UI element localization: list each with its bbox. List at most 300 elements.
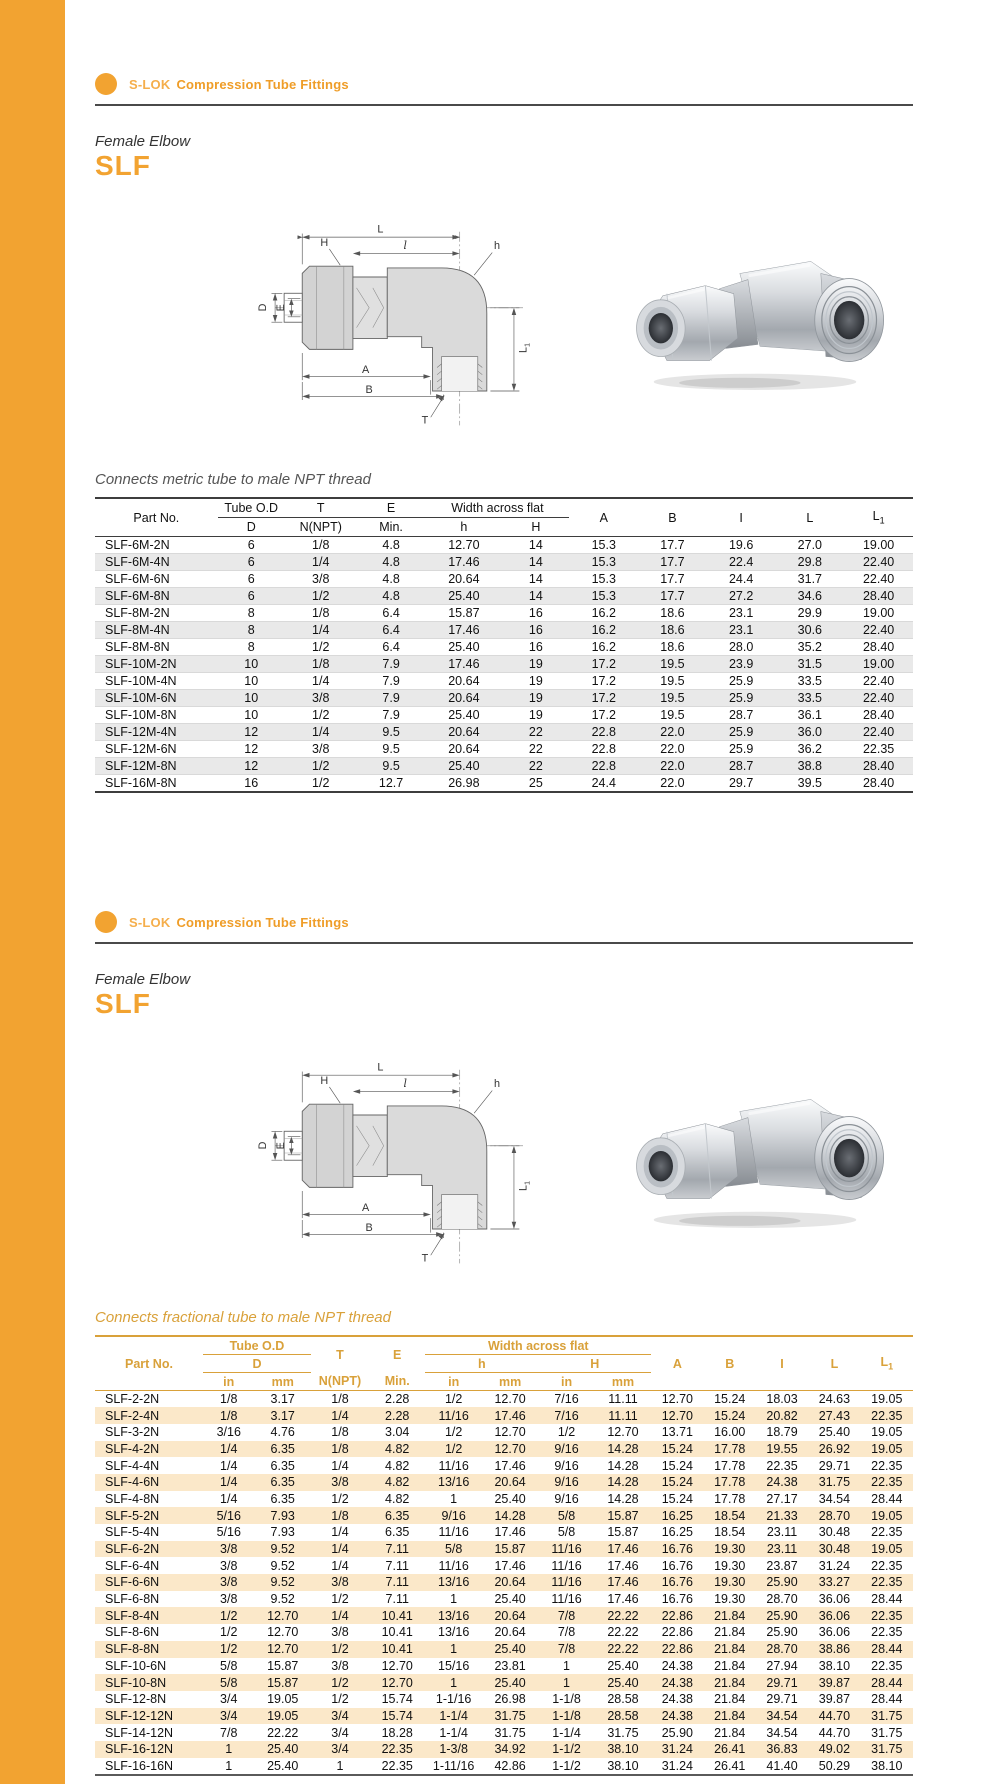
value-cell: 1/4 — [331, 1408, 349, 1423]
value-cell: 17.46 — [607, 1542, 639, 1557]
col-a: A — [672, 1356, 682, 1371]
value-cell: 3.04 — [385, 1425, 410, 1440]
fractional-table-head — [95, 1336, 913, 1391]
col-H-mm: mm — [611, 1374, 635, 1389]
value-cell: 25.9 — [728, 742, 754, 756]
value-cell: 1/4 — [220, 1441, 238, 1456]
value-cell: 7.9 — [382, 691, 400, 705]
value-cell: 11/16 — [438, 1525, 469, 1540]
value-cell: 10 — [244, 691, 259, 705]
value-cell: 1/8 — [220, 1408, 238, 1423]
table-row — [95, 1391, 913, 1408]
table-row — [95, 1741, 913, 1758]
value-cell: 1/2 — [331, 1592, 349, 1607]
value-cell: 22.40 — [862, 691, 895, 705]
value-cell: 1/2 — [220, 1625, 238, 1640]
value-cell: 22.22 — [607, 1642, 639, 1657]
col-b: B — [725, 1356, 735, 1371]
value-cell: 18.54 — [714, 1508, 746, 1523]
value-cell: 8 — [247, 640, 255, 654]
value-cell: 36.0 — [797, 725, 823, 739]
col-i: I — [739, 510, 743, 525]
value-cell: 12.70 — [661, 1408, 693, 1423]
value-cell: 3/8 — [312, 742, 330, 756]
value-cell: 17.78 — [714, 1458, 746, 1473]
col-d: D — [246, 520, 256, 534]
value-cell: 15.3 — [591, 589, 616, 603]
value-cell: 19.30 — [714, 1575, 746, 1590]
table-row — [95, 758, 913, 775]
value-cell: 26.98 — [448, 776, 480, 790]
value-cell: 9.5 — [382, 742, 400, 756]
value-cell: 22.40 — [862, 725, 895, 739]
value-cell: 15.24 — [714, 1408, 746, 1423]
value-cell: 1 — [450, 1675, 458, 1690]
value-cell: 3/8 — [220, 1592, 238, 1607]
section-fractional — [95, 911, 913, 1776]
value-cell: 28.40 — [862, 776, 895, 790]
value-cell: 31.75 — [607, 1725, 639, 1740]
value-cell: 22.35 — [862, 742, 895, 756]
value-cell: 12.70 — [494, 1441, 526, 1456]
value-cell: 20.64 — [494, 1475, 526, 1490]
table-row — [95, 554, 913, 571]
part-no-cell: SLF-8M-4N — [105, 623, 170, 637]
value-cell: 20.64 — [448, 725, 480, 739]
table-row — [95, 622, 913, 639]
value-cell: 4.82 — [385, 1441, 410, 1456]
value-cell: 16.76 — [661, 1575, 693, 1590]
value-cell: 22.4 — [728, 555, 754, 569]
value-cell: 7/8 — [557, 1642, 576, 1657]
value-cell: 27.43 — [818, 1408, 851, 1423]
value-cell: 20.64 — [494, 1625, 526, 1640]
table-row — [95, 1708, 913, 1725]
dim-label-L1: $L_1$ — [517, 1180, 532, 1191]
value-cell: 44.70 — [818, 1708, 851, 1723]
value-cell: 14.28 — [607, 1475, 639, 1490]
value-cell: 25.9 — [728, 674, 754, 688]
value-cell: 31.75 — [494, 1708, 526, 1723]
value-cell: 4.82 — [385, 1491, 410, 1506]
value-cell: 11.11 — [608, 1392, 638, 1407]
table-row — [95, 1658, 913, 1675]
value-cell: 28.40 — [862, 640, 895, 654]
value-cell: 3/4 — [220, 1708, 238, 1723]
value-cell: 28.44 — [871, 1692, 903, 1707]
value-cell: 36.1 — [797, 708, 823, 722]
value-cell: 26.41 — [714, 1758, 746, 1773]
brand-tagline: Compression Tube Fittings — [176, 76, 349, 92]
value-cell: 7/8 — [220, 1725, 238, 1740]
value-cell: 1-1/2 — [552, 1758, 581, 1773]
table-row — [95, 1758, 913, 1775]
value-cell: 5/8 — [557, 1508, 576, 1523]
value-cell: 9.5 — [382, 725, 400, 739]
part-no-cell: SLF-16-16N — [105, 1758, 174, 1773]
value-cell: 22 — [528, 725, 543, 739]
brand-dot-icon — [95, 911, 117, 933]
value-cell: 19.5 — [660, 691, 685, 705]
value-cell: 34.6 — [797, 589, 823, 603]
dim-label-L1: $L_1$ — [517, 342, 532, 353]
brand-dot-icon — [95, 73, 117, 95]
dim-label-A: A — [361, 1201, 370, 1214]
col-e: E — [393, 1347, 402, 1362]
value-cell: 1/4 — [312, 725, 330, 739]
value-cell: 24.38 — [661, 1658, 693, 1673]
value-cell: 31.7 — [797, 572, 823, 586]
col-width-across-flat: Width across flat — [425, 498, 569, 518]
value-cell: 1-3/8 — [439, 1742, 468, 1757]
technical-diagram — [225, 201, 555, 434]
dim-label-L: L — [377, 223, 384, 236]
value-cell: 1/2 — [331, 1491, 349, 1506]
value-cell: 17.2 — [591, 674, 616, 688]
value-cell: 28.40 — [862, 708, 895, 722]
value-cell: 7.9 — [382, 708, 400, 722]
value-cell: 22.35 — [871, 1608, 903, 1623]
value-cell: 1/8 — [331, 1425, 349, 1440]
value-cell: 4.82 — [385, 1475, 410, 1490]
figure-row — [95, 201, 913, 429]
value-cell: 13/16 — [438, 1475, 470, 1490]
value-cell: 28.70 — [766, 1642, 798, 1657]
dim-label-L: L — [377, 1061, 384, 1074]
value-cell: 7.9 — [382, 674, 400, 688]
value-cell: 25.40 — [448, 640, 480, 654]
value-cell: 23.9 — [728, 657, 754, 671]
table-row — [95, 1691, 913, 1708]
value-cell: 22.35 — [381, 1742, 413, 1757]
value-cell: 28.7 — [728, 708, 754, 722]
value-cell: 15.87 — [607, 1508, 639, 1523]
value-cell: 9.52 — [270, 1592, 295, 1607]
value-cell: 6.4 — [382, 623, 400, 637]
value-cell: 25.40 — [448, 589, 480, 603]
value-cell: 33.27 — [818, 1575, 851, 1590]
value-cell: 29.71 — [766, 1675, 798, 1690]
value-cell: 3/4 — [220, 1692, 238, 1707]
value-cell: 25.90 — [661, 1725, 693, 1740]
value-cell: 1/2 — [312, 708, 330, 722]
value-cell: 28.70 — [766, 1592, 798, 1607]
value-cell: 10.41 — [381, 1625, 413, 1640]
value-cell: 14.28 — [607, 1441, 639, 1456]
value-cell: 22.0 — [660, 776, 685, 790]
value-cell: 11/16 — [438, 1458, 469, 1473]
value-cell: 22.86 — [661, 1608, 693, 1623]
value-cell: 25.9 — [728, 725, 754, 739]
part-no-cell: SLF-8M-8N — [105, 640, 170, 654]
value-cell: 12.70 — [448, 538, 480, 552]
value-cell: 4.8 — [382, 538, 400, 552]
value-cell: 15.3 — [591, 538, 616, 552]
value-cell: 17.7 — [660, 589, 685, 603]
value-cell: 29.8 — [797, 555, 823, 569]
value-cell: 7.93 — [270, 1508, 295, 1523]
value-cell: 25.40 — [494, 1642, 526, 1657]
value-cell: 25.9 — [728, 691, 754, 705]
value-cell: 21.84 — [714, 1625, 746, 1640]
value-cell: 15.24 — [661, 1491, 693, 1506]
value-cell: 36.06 — [818, 1625, 851, 1640]
value-cell: 31.75 — [871, 1708, 903, 1723]
table-caption-fractional: Connects fractional tube to male NPT thread — [95, 1309, 391, 1326]
col-width-across-flat: Width across flat — [425, 1336, 651, 1355]
value-cell: 33.5 — [797, 674, 823, 688]
value-cell: 1/2 — [312, 640, 330, 654]
col-e: E — [357, 498, 426, 518]
value-cell: 19.05 — [267, 1708, 299, 1723]
value-cell: 28.44 — [871, 1491, 903, 1506]
dim-label-H: H — [320, 1075, 329, 1088]
value-cell: 20.64 — [448, 674, 480, 688]
value-cell: 16.76 — [661, 1542, 693, 1557]
value-cell: 6.4 — [382, 640, 400, 654]
value-cell: 10.41 — [381, 1642, 413, 1657]
value-cell: 22.40 — [862, 572, 895, 586]
value-cell: 17.46 — [607, 1575, 639, 1590]
value-cell: 15.24 — [661, 1475, 693, 1490]
value-cell: 17.46 — [494, 1525, 526, 1540]
value-cell: 6.35 — [385, 1525, 410, 1540]
value-cell: 16.00 — [714, 1425, 746, 1440]
value-cell: 50.29 — [818, 1758, 851, 1773]
value-cell: 6.4 — [382, 606, 400, 620]
value-cell: 22.22 — [607, 1608, 639, 1623]
col-min: Min. — [379, 520, 403, 534]
value-cell: 22.35 — [871, 1558, 903, 1573]
value-cell: 22.35 — [871, 1625, 903, 1640]
value-cell: 13/16 — [438, 1575, 470, 1590]
brand-tagline: Compression Tube Fittings — [176, 914, 349, 930]
product-title-block — [95, 133, 913, 181]
value-cell: 17.46 — [607, 1592, 639, 1607]
dim-label-T: T — [421, 1252, 429, 1265]
value-cell: 1/4 — [331, 1558, 349, 1573]
value-cell: 16.25 — [661, 1525, 693, 1540]
value-cell: 17.46 — [448, 555, 480, 569]
value-cell: 1/2 — [220, 1642, 238, 1657]
part-no-cell: SLF-10M-4N — [105, 674, 177, 688]
figure-row — [95, 1039, 913, 1267]
brand-title — [129, 915, 349, 930]
value-cell: 19.30 — [714, 1542, 746, 1557]
value-cell: 9/16 — [441, 1508, 466, 1523]
value-cell: 22.40 — [862, 555, 895, 569]
part-no-cell: SLF-12M-4N — [105, 725, 177, 739]
part-no-cell: SLF-16-12N — [105, 1742, 174, 1757]
dim-label-D: D — [257, 1141, 270, 1150]
value-cell: 38.86 — [818, 1642, 851, 1657]
part-no-cell: SLF-6-8N — [105, 1592, 160, 1607]
table-row — [95, 605, 913, 622]
value-cell: 18.6 — [660, 606, 685, 620]
value-cell: 21.84 — [714, 1708, 746, 1723]
value-cell: 1/8 — [331, 1392, 349, 1407]
value-cell: 39.87 — [818, 1692, 851, 1707]
value-cell: 17.46 — [494, 1408, 526, 1423]
value-cell: 36.06 — [818, 1592, 851, 1607]
value-cell: 39.87 — [818, 1675, 851, 1690]
value-cell: 25.40 — [267, 1742, 299, 1757]
col-h-small: h — [460, 520, 468, 534]
value-cell: 33.5 — [797, 691, 823, 705]
col-n-npt: N(NPT) — [299, 520, 342, 534]
part-no-cell: SLF-8-4N — [105, 1608, 160, 1623]
value-cell: 17.7 — [660, 538, 685, 552]
dim-label-B: B — [365, 1221, 373, 1234]
value-cell: 7/16 — [554, 1392, 579, 1407]
value-cell: 19 — [528, 691, 543, 705]
value-cell: 16.25 — [661, 1508, 693, 1523]
value-cell: 29.71 — [766, 1692, 798, 1707]
value-cell: 3.17 — [270, 1408, 295, 1423]
value-cell: 8 — [247, 606, 255, 620]
value-cell: 25.40 — [494, 1675, 526, 1690]
table-row — [95, 1491, 913, 1508]
value-cell: 22.8 — [591, 759, 616, 773]
table-row — [95, 724, 913, 741]
value-cell: 5/8 — [220, 1658, 238, 1673]
part-no-cell: SLF-8M-2N — [105, 606, 170, 620]
value-cell: 19.05 — [871, 1441, 903, 1456]
value-cell: 1-1/4 — [552, 1725, 581, 1740]
value-cell: 9/16 — [554, 1491, 579, 1506]
value-cell: 19.00 — [862, 538, 895, 552]
value-cell: 7/16 — [554, 1408, 579, 1423]
value-cell: 21.84 — [714, 1658, 746, 1673]
value-cell: 22.35 — [871, 1575, 903, 1590]
value-cell: 1-1/8 — [552, 1692, 581, 1707]
value-cell: 7.93 — [270, 1525, 295, 1540]
part-no-cell: SLF-2-2N — [105, 1392, 160, 1407]
table-row — [95, 1574, 913, 1591]
section-metric — [95, 0, 913, 793]
part-no-cell: SLF-4-2N — [105, 1441, 160, 1456]
value-cell: 1/4 — [331, 1525, 349, 1540]
product-family: Female Elbow — [95, 971, 191, 988]
value-cell: 19.00 — [862, 606, 895, 620]
value-cell: 22.40 — [862, 674, 895, 688]
technical-diagram — [225, 1039, 555, 1272]
value-cell: 1/8 — [220, 1392, 238, 1407]
table-row — [95, 1441, 913, 1458]
part-no-cell: SLF-6-2N — [105, 1542, 160, 1557]
value-cell: 22.0 — [660, 725, 685, 739]
value-cell: 3/8 — [331, 1658, 349, 1673]
value-cell: 24.38 — [661, 1692, 693, 1707]
value-cell: 10.41 — [381, 1608, 413, 1623]
value-cell: 22.22 — [267, 1725, 299, 1740]
value-cell: 18.6 — [660, 623, 685, 637]
value-cell: 19.5 — [660, 657, 685, 671]
value-cell: 42.86 — [494, 1758, 526, 1773]
value-cell: 3/8 — [312, 572, 330, 586]
value-cell: 30.48 — [818, 1525, 851, 1540]
value-cell: 19.5 — [660, 674, 685, 688]
value-cell: 1/8 — [312, 657, 330, 671]
value-cell: 1 — [225, 1758, 233, 1773]
value-cell: 25.40 — [448, 759, 480, 773]
value-cell: 3/8 — [220, 1575, 238, 1590]
value-cell: 9.52 — [270, 1542, 295, 1557]
value-cell: 23.87 — [766, 1558, 798, 1573]
page-content — [95, 0, 913, 1776]
part-no-cell: SLF-12M-6N — [105, 742, 177, 756]
value-cell: 13.71 — [661, 1425, 693, 1440]
part-no-cell: SLF-4-4N — [105, 1458, 160, 1473]
value-cell: 17.7 — [660, 555, 685, 569]
col-l1: $L_1$ — [872, 509, 885, 526]
value-cell: 9.52 — [270, 1575, 295, 1590]
value-cell: 12.70 — [607, 1425, 639, 1440]
value-cell: 9/16 — [554, 1475, 579, 1490]
value-cell: 44.70 — [818, 1725, 851, 1740]
value-cell: 11/16 — [551, 1558, 582, 1573]
value-cell: 1/4 — [312, 555, 330, 569]
value-cell: 12.70 — [267, 1642, 299, 1657]
value-cell: 22.22 — [607, 1625, 639, 1640]
value-cell: 17.2 — [591, 691, 616, 705]
value-cell: 1-1/8 — [552, 1708, 581, 1723]
value-cell: 36.83 — [766, 1742, 798, 1757]
value-cell: 20.64 — [448, 572, 480, 586]
part-no-cell: SLF-10M-8N — [105, 708, 177, 722]
value-cell: 12.70 — [494, 1392, 526, 1407]
value-cell: 16 — [528, 623, 543, 637]
value-cell: 25.40 — [448, 708, 480, 722]
value-cell: 38.8 — [797, 759, 823, 773]
product-photo — [615, 233, 895, 400]
value-cell: 19 — [528, 708, 543, 722]
col-tube-od: Tube O.D — [218, 498, 285, 518]
table-row — [95, 588, 913, 605]
value-cell: 25.40 — [494, 1592, 526, 1607]
value-cell: 1-1/4 — [439, 1725, 468, 1740]
part-no-cell: SLF-8-6N — [105, 1625, 160, 1640]
value-cell: 14.28 — [607, 1458, 639, 1473]
value-cell: 15.3 — [591, 555, 616, 569]
value-cell: 4.8 — [382, 572, 400, 586]
value-cell: 16 — [528, 640, 543, 654]
value-cell: 17.2 — [591, 657, 616, 671]
value-cell: 12 — [244, 742, 259, 756]
table-row — [95, 1674, 913, 1691]
value-cell: 3/8 — [220, 1558, 238, 1573]
value-cell: 22 — [528, 759, 543, 773]
table-row — [95, 571, 913, 588]
value-cell: 15.87 — [267, 1658, 299, 1673]
part-no-cell: SLF-6M-6N — [105, 572, 170, 586]
value-cell: 26.92 — [818, 1441, 851, 1456]
value-cell: 21.33 — [766, 1508, 798, 1523]
value-cell: 11/16 — [551, 1542, 582, 1557]
value-cell: 4.76 — [270, 1425, 295, 1440]
part-no-cell: SLF-16M-8N — [105, 776, 177, 790]
value-cell: 14 — [528, 589, 543, 603]
value-cell: 1 — [450, 1642, 458, 1657]
value-cell: 22.0 — [660, 742, 685, 756]
value-cell: 38.10 — [607, 1742, 639, 1757]
value-cell: 3/4 — [331, 1708, 349, 1723]
table-row — [95, 1624, 913, 1641]
value-cell: 6 — [247, 555, 255, 569]
value-cell: 28.44 — [871, 1675, 903, 1690]
table-row — [95, 537, 913, 554]
value-cell: 31.24 — [818, 1558, 851, 1573]
